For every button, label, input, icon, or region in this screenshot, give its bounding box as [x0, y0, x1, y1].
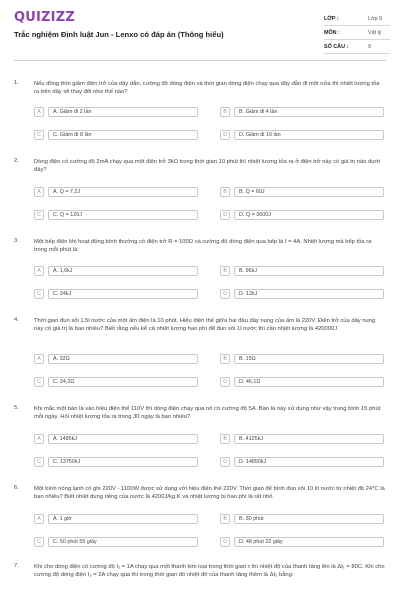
option-letter-box[interactable]: D: [220, 537, 230, 547]
option-text[interactable]: C. 13750kJ: [48, 457, 198, 467]
header-divider: [14, 60, 386, 61]
option-text[interactable]: B. 30 phút: [234, 514, 384, 524]
question-text: Khi mắc một bàn là vào hiệu điện thế 110V thì dòng điện chạy qua nó có cường độ 5A. Bàn là này sử dụng như vậy trung bình 15 phút mỗi ngày. Hỏi nhiệt lượng tỏa ra trong 30 ngày là bao nhiêu?: [34, 406, 381, 420]
option-text[interactable]: C. Giảm đi 8 lần: [48, 130, 198, 140]
meta-row-count: [324, 40, 390, 54]
option-b[interactable]: [220, 513, 386, 525]
option-text[interactable]: D. 14850kJ: [234, 457, 384, 467]
question-number: 5.: [14, 405, 19, 411]
option-text[interactable]: B. 96kJ: [234, 266, 384, 276]
question-text: Một bình nóng lạnh có ghi 220V - 1100W được sử dụng với hiệu điện thế 220V. Thời gian để bình đun sôi 10 lít nước từ nhiệt độ 24°C là bao nhiêu? Biết nhiệt dung riêng của nước là 4200J/kg.K và nhiệt lượng bị hao phí là rất nhỏ.: [34, 486, 385, 500]
worksheet-title: Trắc nghiệm Định luật Jun - Lenxo có đáp án (Thông hiểu): [14, 30, 224, 39]
option-b[interactable]: [220, 265, 386, 277]
question-number: 3.: [14, 238, 19, 244]
option-letter-box[interactable]: B: [220, 434, 230, 444]
option-letter-box[interactable]: A: [34, 514, 44, 524]
option-d[interactable]: [220, 129, 386, 141]
question-text: Khi cho dòng điện có cường độ I₁ = 1A chạy qua một thanh kim loại trong thời gian τ thì nhiệt độ của thanh tăng lên là Δt₁ = 80C. Khi cho cường độ dòng điện I₂ = 2A chạy qua thì trong thời gian đó nhiệt độ của thanh tăng thêm là Δt₂ bằng:: [34, 564, 385, 578]
worksheet-header: [0, 0, 400, 60]
option-text[interactable]: B. 15Ω: [234, 354, 384, 364]
meta-key: SỐ CÂU :: [324, 44, 349, 50]
option-b[interactable]: [220, 433, 386, 445]
option-text[interactable]: B. Q = 60J: [234, 187, 384, 197]
option-letter-box[interactable]: C: [34, 130, 44, 140]
option-letter-box[interactable]: B: [220, 266, 230, 276]
option-a[interactable]: [34, 106, 200, 118]
option-d[interactable]: [220, 209, 386, 221]
option-text[interactable]: C. 24kJ: [48, 289, 198, 299]
meta-key: LỚP :: [324, 16, 339, 22]
question-number: 4.: [14, 317, 19, 323]
option-b[interactable]: [220, 353, 386, 365]
option-a[interactable]: [34, 353, 200, 365]
option-c[interactable]: [34, 456, 200, 468]
option-text[interactable]: D. 12kJ: [234, 289, 384, 299]
option-letter-box[interactable]: B: [220, 354, 230, 364]
question-number: 2.: [14, 158, 19, 164]
option-text[interactable]: A. 1,6kJ: [48, 266, 198, 276]
option-c[interactable]: [34, 288, 200, 300]
option-text[interactable]: B. Giảm đi 4 lần: [234, 107, 384, 117]
option-letter-box[interactable]: D: [220, 289, 230, 299]
option-letter-box[interactable]: D: [220, 457, 230, 467]
question-number: 7.: [14, 563, 19, 569]
option-text[interactable]: A. Giảm đi 2 lần: [48, 107, 198, 117]
question-text: Nếu đồng thời giảm điện trở của dây dẫn, cường độ dòng điện và thời gian dòng điện chạy qua dây dẫn đi một nửa thì nhiệt lượng tỏa ra trên dây sẽ thay đổi như thế nào?: [34, 81, 380, 95]
option-letter-box[interactable]: D: [220, 377, 230, 387]
option-text[interactable]: D. Giảm đi 16 lần: [234, 130, 384, 140]
option-a[interactable]: [34, 433, 200, 445]
option-letter-box[interactable]: B: [220, 107, 230, 117]
option-a[interactable]: [34, 186, 200, 198]
option-c[interactable]: [34, 129, 200, 141]
option-text[interactable]: A. Q = 7,2J: [48, 187, 198, 197]
option-text[interactable]: C. 50 phút 55 giây: [48, 537, 198, 547]
option-a[interactable]: [34, 265, 200, 277]
option-text[interactable]: D. 46,1Ω: [234, 377, 384, 387]
option-letter-box[interactable]: D: [220, 210, 230, 220]
option-letter-box[interactable]: A: [34, 266, 44, 276]
question-text: Một bếp điện khi hoạt động bình thường có điện trở R = 100Ω và cường độ dòng điện qua bếp là I = 4A. Nhiệt lượng mà bếp tỏa ra trong mỗi phút là:: [34, 239, 372, 253]
option-text[interactable]: A. 1485kJ: [48, 434, 198, 444]
option-text[interactable]: B. 4125kJ: [234, 434, 384, 444]
option-d[interactable]: [220, 536, 386, 548]
option-d[interactable]: [220, 456, 386, 468]
meta-row-class: [324, 12, 390, 26]
option-letter-box[interactable]: A: [34, 354, 44, 364]
option-text[interactable]: C. Q = 120J: [48, 210, 198, 220]
option-letter-box[interactable]: A: [34, 107, 44, 117]
option-text[interactable]: A. 32Ω: [48, 354, 198, 364]
option-letter-box[interactable]: A: [34, 187, 44, 197]
option-letter-box[interactable]: C: [34, 457, 44, 467]
option-c[interactable]: [34, 209, 200, 221]
option-b[interactable]: [220, 106, 386, 118]
question-text: Thời gian đun sôi 1,5l nước của một ấm điện là 10 phút. Hiệu điện thế giữa hai đầu dây nung của ấm là 220V. Điện trở của dây nung này có giá trị là bao nhiêu? Biết rằng nếu kể cả nhiệt lượng hao phí để đun sôi 1l nước thì cần nhiệt lượng là 420000J: [34, 318, 376, 332]
option-letter-box[interactable]: C: [34, 210, 44, 220]
meta-value: Vật lý: [368, 30, 382, 36]
option-letter-box[interactable]: C: [34, 377, 44, 387]
meta-value: 9: [368, 44, 371, 50]
meta-value: Lớp 9: [368, 16, 383, 22]
worksheet-meta: [324, 12, 390, 54]
meta-key: MÔN :: [324, 30, 340, 36]
option-a[interactable]: [34, 513, 200, 525]
option-b[interactable]: [220, 186, 386, 198]
option-text[interactable]: A. 1 giờ: [48, 514, 198, 524]
option-d[interactable]: [220, 288, 386, 300]
meta-row-subject: [324, 26, 390, 40]
quizizz-logo: QUIZIZZ: [14, 10, 75, 25]
question-number: 1.: [14, 80, 19, 86]
option-letter-box[interactable]: C: [34, 289, 44, 299]
question-text: Dòng điện có cường độ 2mA chạy qua một điện trở 3kΩ trong thời gian 10 phút thì nhiệt lượng tỏa ra ở điện trở này có giá trị nào dưới đây?: [34, 159, 381, 173]
option-letter-box[interactable]: C: [34, 537, 44, 547]
option-text[interactable]: D. 48 phút 22 giây: [234, 537, 384, 547]
option-letter-box[interactable]: B: [220, 187, 230, 197]
option-text[interactable]: C. 24,2Ω: [48, 377, 198, 387]
question-number: 6.: [14, 485, 19, 491]
option-text[interactable]: D. Q = 3600J: [234, 210, 384, 220]
option-letter-box[interactable]: B: [220, 514, 230, 524]
option-c[interactable]: [34, 376, 200, 388]
option-letter-box[interactable]: D: [220, 130, 230, 140]
option-d[interactable]: [220, 376, 386, 388]
option-c[interactable]: [34, 536, 200, 548]
option-letter-box[interactable]: A: [34, 434, 44, 444]
